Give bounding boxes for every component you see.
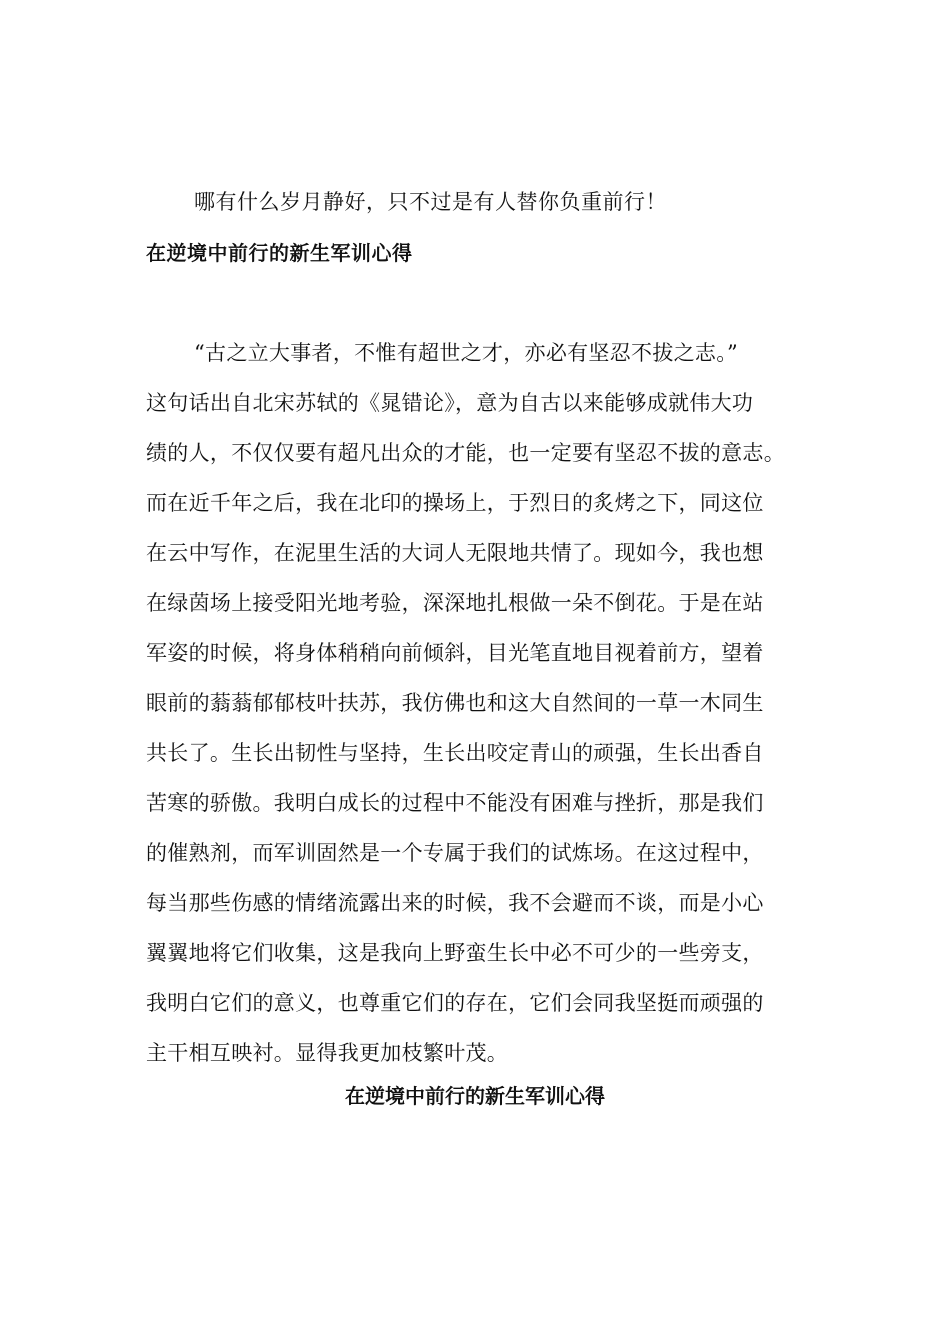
paragraph-line: 翼翼地将它们收集，这是我向上野蛮生长中必不可少的一些旁支，: [146, 941, 764, 965]
paragraph-line: 的催熟剂，而军训固然是一个专属于我们的试炼场。在这过程中，: [146, 841, 764, 865]
paragraph-line: 眼前的蓊蓊郁郁枝叶扶苏，我仿佛也和这大自然间的一草一木同生: [146, 691, 764, 715]
paragraph-line: 共长了。生长出韧性与坚持，生长出咬定青山的顽强，生长出香自: [146, 741, 764, 765]
paragraph-line: 每当那些伤感的情绪流露出来的时候，我不会避而不谈，而是小心: [146, 891, 764, 915]
paragraph-line: 这句话出自北宋苏轼的《晁错论》，意为自古以来能够成就伟大功: [146, 391, 754, 415]
paragraph-line: 而在近千年之后，我在北印的操场上，于烈日的炙烤之下，同这位: [146, 491, 764, 515]
paragraph-line: 在绿茵场上接受阳光地考验，深深地扎根做一朵不倒花。于是在站: [146, 591, 764, 615]
paragraph-line: 主干相互映衬。显得我更加枝繁叶茂。: [146, 1041, 509, 1065]
paragraph-line: 军姿的时候，将身体稍稍向前倾斜，目光笔直地目视着前方，望着: [146, 641, 764, 665]
body-paragraph: [146, 338, 826, 1088]
paragraph-line: 苦寒的骄傲。我明白成长的过程中不能没有困难与挫折，那是我们: [146, 791, 764, 815]
paragraph-line: 在云中写作，在泥里生活的大词人无限地共情了。现如今，我也想: [146, 541, 764, 565]
opening-quote: 哪有什么岁月静好，只不过是有人替你负重前行！: [194, 190, 667, 214]
heading-top: 在逆境中前行的新生军训心得: [146, 241, 413, 265]
paragraph-line: “古之立大事者，不惟有超世之才，亦必有坚忍不拔之志。”: [194, 341, 739, 365]
paragraph-line: 绩的人，不仅仅要有超凡出众的才能，也一定要有坚忍不拔的意志。: [146, 441, 785, 465]
heading-bottom: 在逆境中前行的新生军训心得: [345, 1084, 605, 1108]
paragraph-line: 我明白它们的意义，也尊重它们的存在，它们会同我坚挺而顽强的: [146, 991, 764, 1015]
